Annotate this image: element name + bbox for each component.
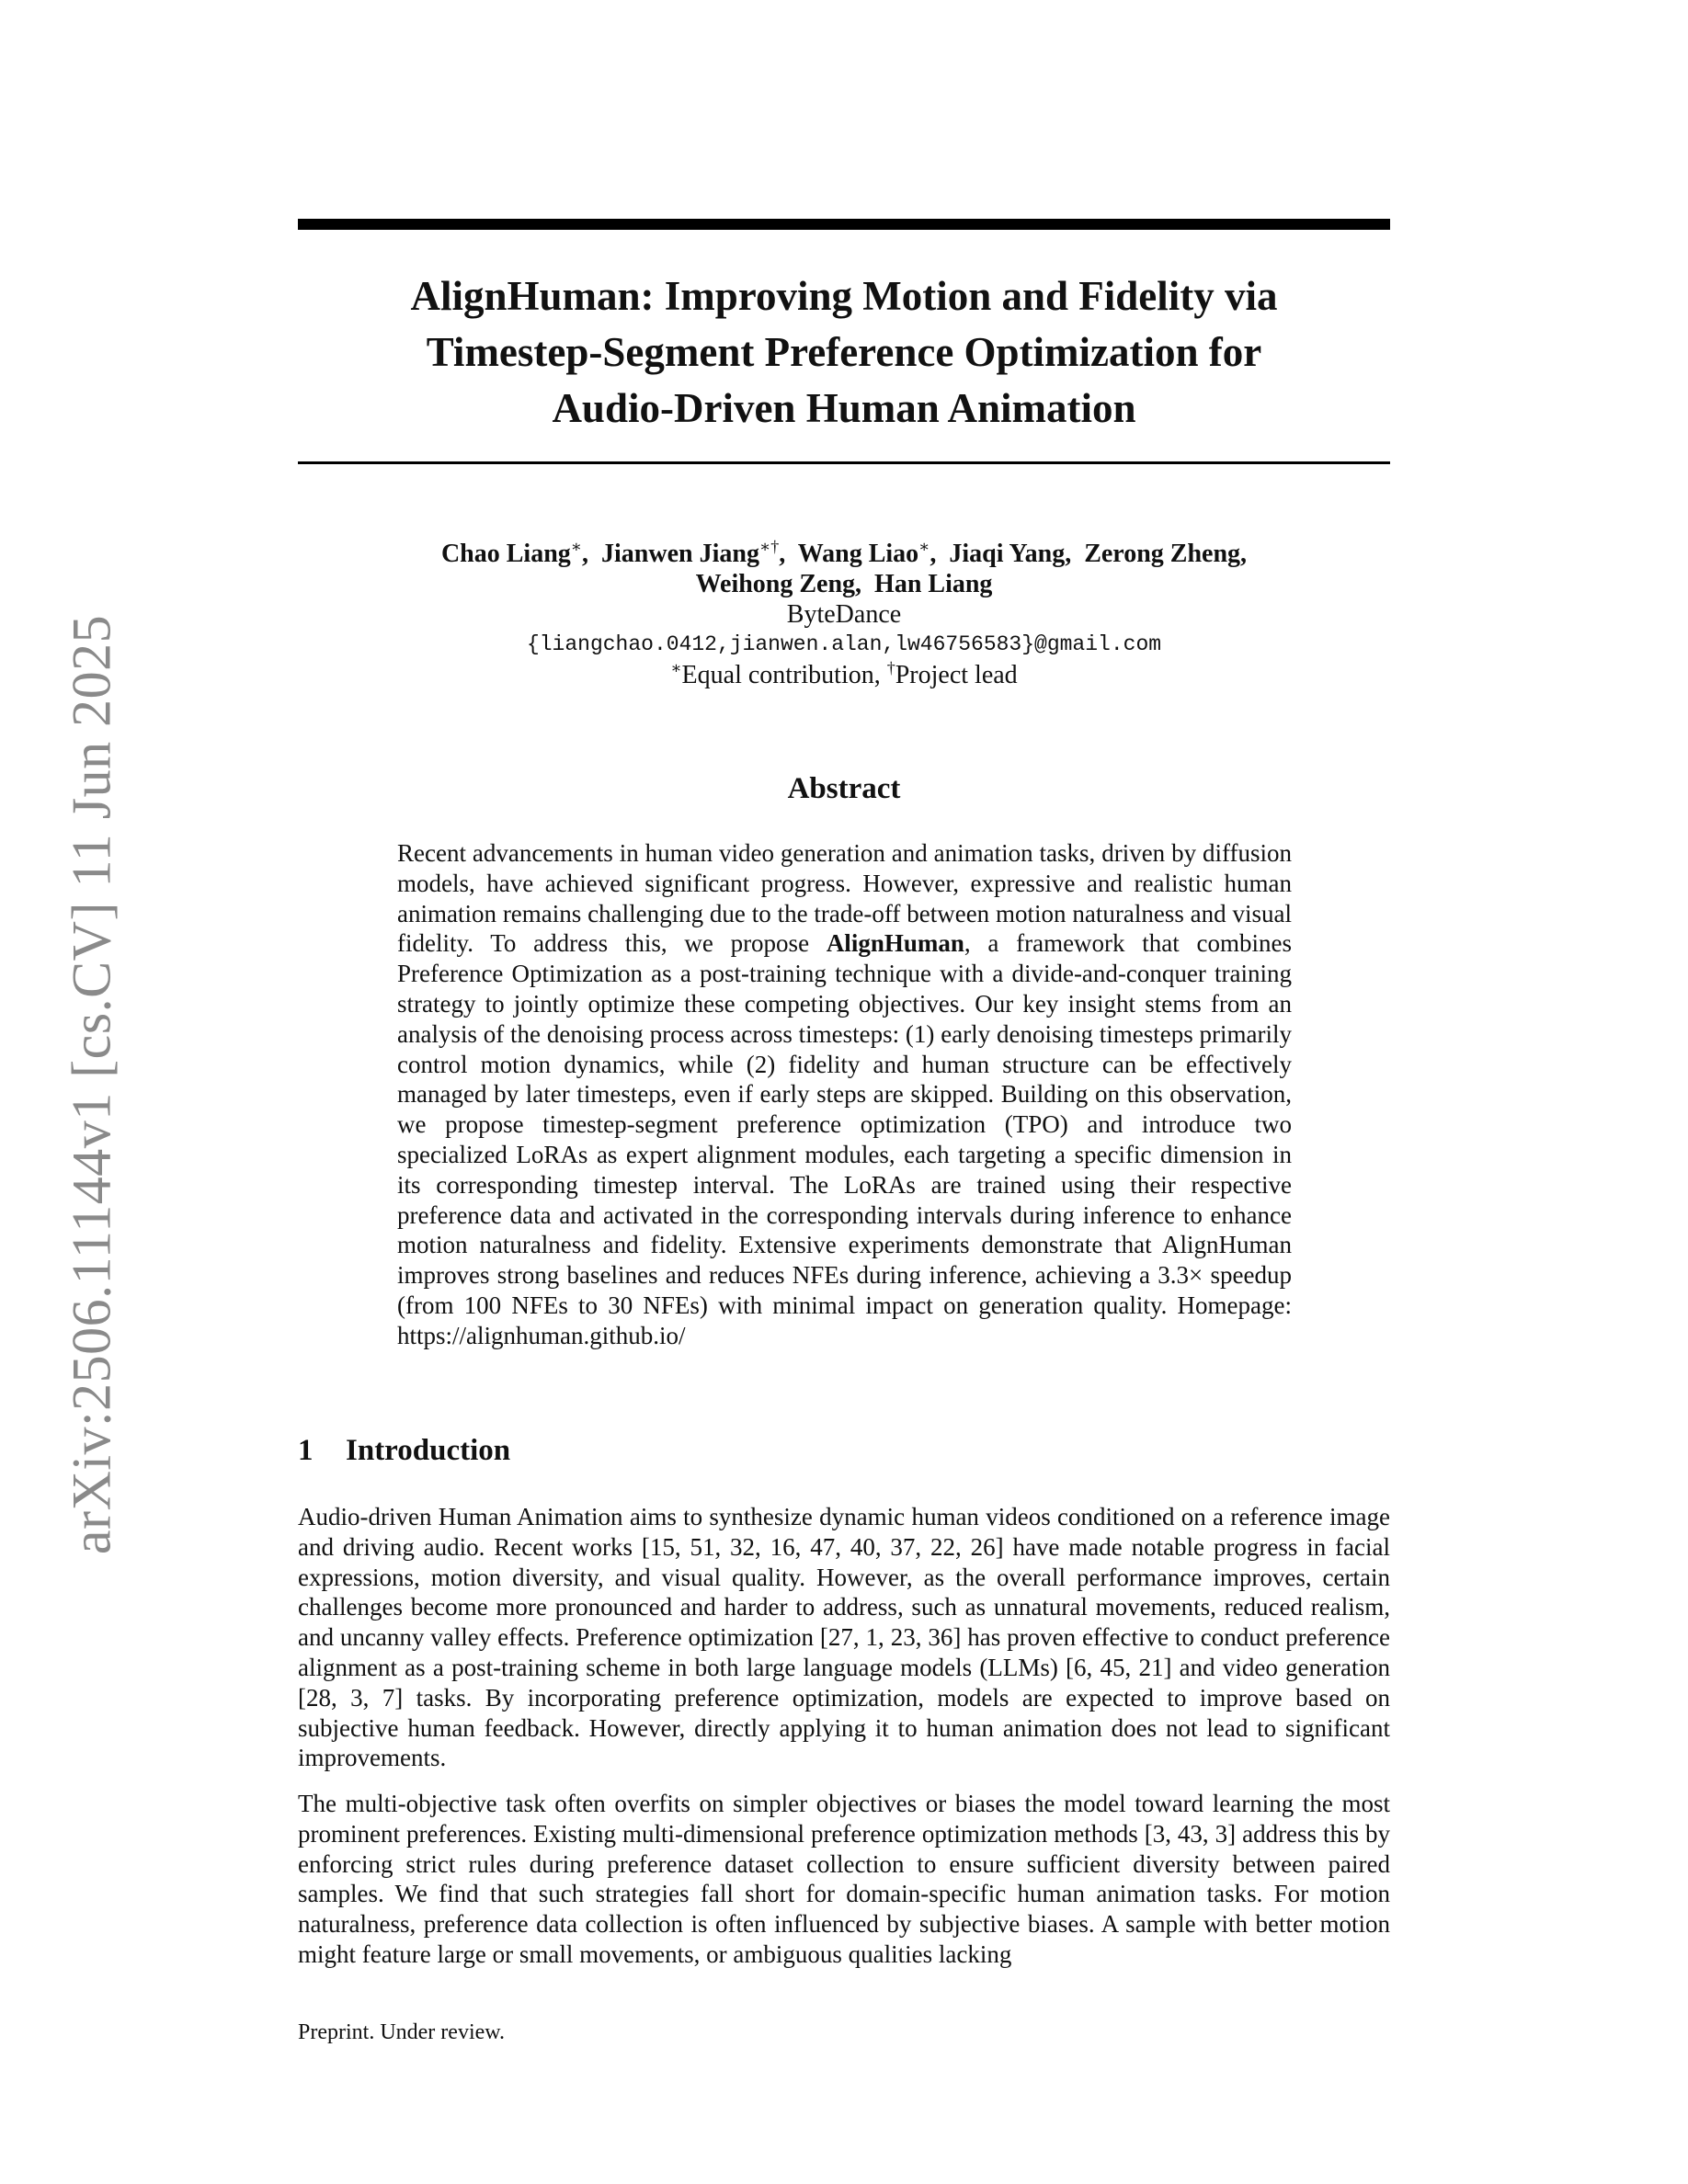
abstract-text-start: Recent advancements in human video generation and animation tasks, driven by diffusion models, have achieved significant progress. However, expressive and realistic human animation remains challenging due to the trade-off between motion naturalness and visual fidelity. To address this, we propose xyxy=(397,839,1292,958)
author-mark: ∗† xyxy=(758,537,780,556)
section-number: 1 xyxy=(298,1434,314,1467)
title-line-3: Audio-Driven Human Animation xyxy=(552,385,1136,431)
lead-mark: † xyxy=(886,658,895,677)
equal-contribution-text: Equal contribution, xyxy=(681,661,887,689)
paper-title xyxy=(298,268,1390,437)
method-name: AlignHuman xyxy=(826,929,964,958)
equal-mark: ∗ xyxy=(670,658,682,677)
abstract-text-end: , a framework that combines Preference Optimization as a post-training technique with a divide-and-conquer training strategy to jointly optimize these competing objectives. Our key insight stems from an analysis of the denoising process across timesteps: (1) early denoising timesteps primarily control motion dynamics, while (2) fidelity and human structure can be effectively managed by later timesteps, even if early steps are skipped. Building on this observation, we propose timestep-segment preference optimization (TPO) and introduce two specialized LoRAs as expert alignment modules, each targeting a specific dimension in its corresponding timestep interval. The LoRAs are trained using their respective preference data and activated in the corresponding intervals during inference to enhance motion naturalness and fidelity. Extensive experiments demonstrate that AlignHuman improves strong baselines and reduces NFEs during inference, achieving a 3.3× speedup (from 100 NFEs to 30 NFEs) with minimal impact on generation quality. Homepage: https://alignhuman.github.io/ xyxy=(397,929,1293,1349)
section-title: Introduction xyxy=(346,1434,511,1467)
author-name: Chao Liang xyxy=(440,540,571,568)
affiliation: ByteDance xyxy=(786,600,902,629)
section-heading-introduction xyxy=(298,1432,1390,1469)
title-bottom-rule xyxy=(298,461,1390,464)
author-name: Jiaqi Yang xyxy=(949,540,1066,568)
project-lead-text: Project lead xyxy=(895,661,1018,689)
introduction-paragraph-1: Audio-driven Human Animation aims to synthesize dynamic human videos conditioned on a reference image and driving audio. Recent works [15, 51, 32, 16, 47, 40, 37, 22, 26] have made notable progress in facial expressions, motion diversity, and visual quality. However, as the overall performance improves, certain challenges become more pronounced and harder to address, such as unnatural movements, reduced realism, and uncanny valley effects. Preference optimization [27, 1, 23, 36] has proven effective to conduct preference alignment as a post-training scheme in both large language models (LLMs) [6, 45, 21] and video generation [28, 3, 7] tasks. By incorporating preference optimization, models are expected to improve based on subjective human feedback. However, directly applying it to human animation does not lead to significant improvements. xyxy=(298,1503,1390,1772)
author-mark: ∗ xyxy=(918,537,930,556)
abstract-heading: Abstract xyxy=(787,772,901,805)
contribution-note xyxy=(298,660,1390,690)
title-line-1: AlignHuman: Improving Motion and Fidelity via xyxy=(410,273,1278,319)
page-footer: Preprint. Under review. xyxy=(298,2020,506,2044)
author-name: Han Liang xyxy=(874,570,993,598)
author-names-line-1: Chao Liang∗, Jianwen Jiang∗†, Wang Liao∗, Jiaqi Yang, Zerong Zheng, xyxy=(440,537,1248,568)
arxiv-identifier: arXiv:2506.11144v1 [cs.CV] 11 Jun 2025 xyxy=(61,614,122,1555)
title-line-2: Timestep-Segment Preference Optimization for xyxy=(426,329,1262,375)
author-names-line-2: Weihong Zeng, Han Liang xyxy=(695,570,993,598)
author-name: Wang Liao xyxy=(797,540,919,568)
author-block xyxy=(298,539,1390,690)
author-name: Jianwen Jiang xyxy=(601,540,759,568)
author-name: Weihong Zeng xyxy=(695,570,856,598)
author-name: Zerong Zheng xyxy=(1084,540,1241,568)
author-mark: ∗ xyxy=(570,537,583,556)
abstract-body xyxy=(397,838,1292,1351)
title-top-rule xyxy=(298,219,1390,230)
author-emails[interactable]: {liangchao.0412,jianwen.alan,lw46756583}@gmail.com xyxy=(526,632,1162,656)
introduction-paragraph-2: The multi-objective task often overfits on simpler objectives or biases the model toward learning the most prominent preferences. Existing multi-dimensional preference optimization methods [3, 43, 3] address this by enforcing strict rules during preference dataset collection to ensure sufficient diversity between paired samples. We find that such strategies fall short for domain-specific human animation tasks. For motion naturalness, preference data collection is often influenced by subjective biases. A sample with better motion might feature large or small movements, or ambiguous qualities lacking xyxy=(298,1790,1390,1968)
